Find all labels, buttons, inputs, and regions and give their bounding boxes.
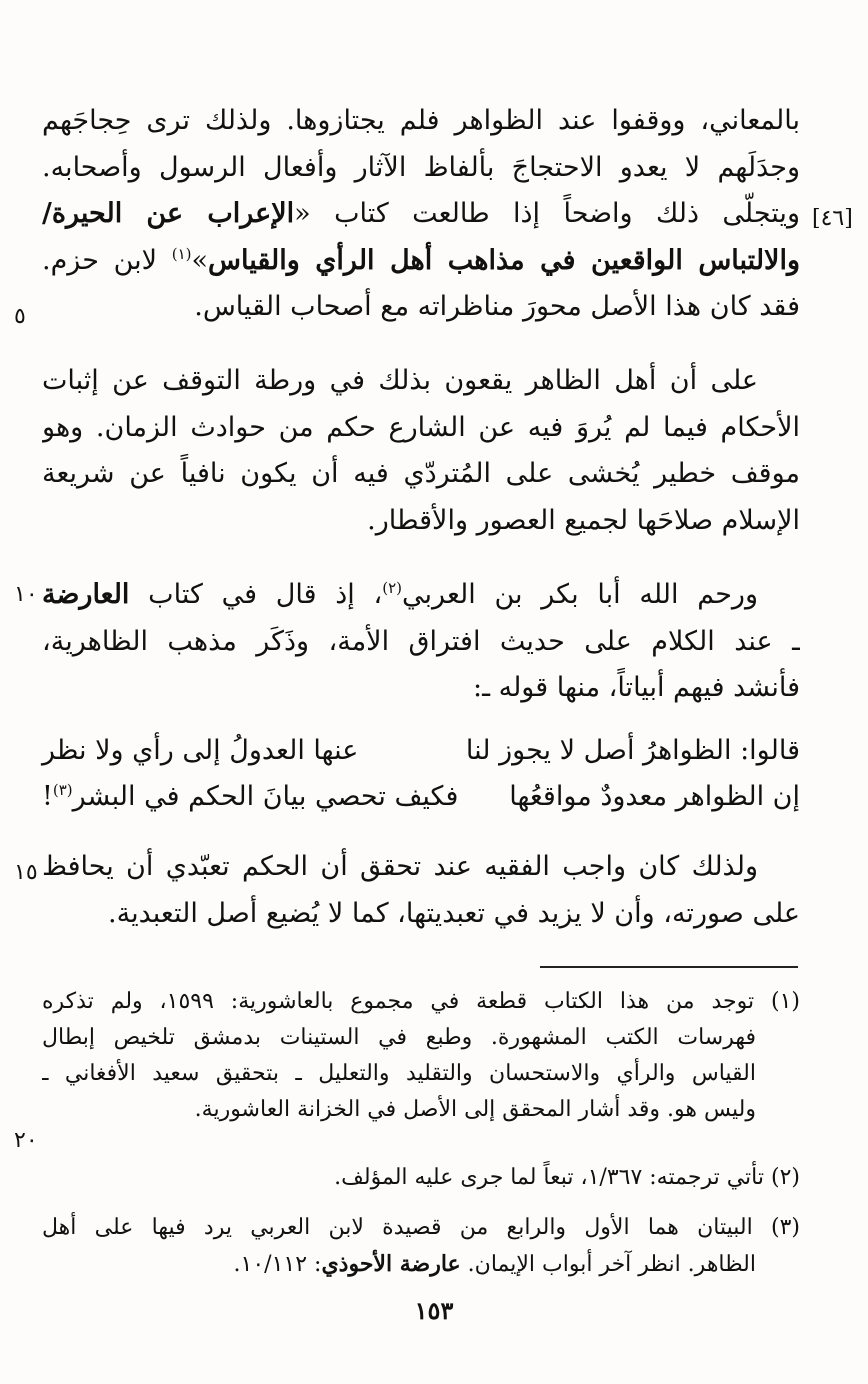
text-line: [42, 572, 800, 619]
text-line: ولذلك كان واجب الفقيه عند تحقق أن الحكم تعبّدي أن يحافظ: [42, 851, 758, 882]
footnote-number: (٢): [770, 1165, 800, 1190]
text-line: موقف خطير يُخشى على المُتردّي فيه أن يكون نافياً عن شريعة: [42, 458, 800, 489]
footnote-3: [42, 1210, 800, 1283]
book-title-bold: العارضة: [42, 579, 130, 610]
paragraph-4: [42, 844, 800, 937]
text-run: ورحم الله أبا بكر بن العربي: [402, 579, 758, 610]
line-number: ١٥: [14, 860, 38, 885]
poem-verse-2: [42, 774, 800, 820]
line-number: ٥: [14, 304, 26, 329]
text-line: فقد كان هذا الأصل محورَ مناظراته مع أصحاب القياس.: [194, 291, 800, 322]
footnote-divider: [540, 966, 798, 968]
text-line: [42, 984, 800, 1020]
footnote-ref: (١): [171, 244, 192, 263]
book-title-bold: والالتباس الواقعين في مذاهب أهل الرأي والقياس: [208, 244, 800, 276]
paragraph-2: [42, 358, 800, 544]
text-line: [42, 1210, 800, 1246]
book-title-bold: عارضة الأحوذي: [321, 1251, 461, 1277]
footnote-number: (١): [770, 989, 800, 1014]
text-line: وجدَلَهم لا يعدو الاحتجاجَ بألفاظ الآثار وأفعال الرسول وأصحابه.: [42, 151, 800, 183]
footnote-1: [42, 984, 800, 1128]
text-line: وليس هو. وقد أشار المحقق إلى الأصل في الخزانة العاشورية.: [194, 1097, 756, 1122]
text-run: الظاهر. انظر آخر أبواب الإيمان.: [460, 1252, 756, 1277]
text-line: [42, 1160, 800, 1196]
hemistich: قالوا: الظواهرُ أصل لا يجوز لنا: [465, 735, 800, 766]
text-line: [42, 191, 800, 238]
footnote-2: [42, 1160, 800, 1196]
text-run: لابن حزم.: [42, 244, 172, 276]
text-line: القياس والرأي والاستحسان والتقليد والتعليل ـ بتحقيق سعيد الأفغاني ـ: [42, 1061, 756, 1086]
paragraph-1: [42, 98, 800, 331]
text-run: : ١٠/١١٢.: [233, 1252, 322, 1277]
page-number: ١٥٣: [414, 1296, 454, 1325]
text-run: ، إذ قال في كتاب: [129, 579, 383, 610]
poem: [42, 728, 800, 820]
paragraph-3: [42, 572, 800, 712]
hemistich: إن الظواهر معدودٌ مواقعُها: [509, 781, 800, 812]
quote-close: »: [191, 244, 209, 276]
line-number: ٢٠: [14, 1128, 38, 1153]
footnote-number: (٣): [770, 1215, 800, 1240]
text-run: توجد من هذا الكتاب قطعة في مجموع بالعاشورية: ١٥٩٩، ولم تذكره: [42, 989, 755, 1014]
text-line: [42, 1246, 800, 1283]
text-line: فهرسات الكتب المشهورة. وطبع في الستينات بدمشق تلخيص إبطال: [42, 1025, 756, 1050]
hemistich: [42, 774, 458, 820]
text-line: بالمعاني، ووقفوا عند الظواهر فلم يجتازوها. ولذلك ترى حِجاجَهم: [42, 105, 800, 136]
text-line: فأنشد فيهم أبياتاً، منها قوله ـ:: [473, 672, 800, 703]
text-run: !: [42, 781, 53, 812]
text-run: البيتان هما الأول والرابع من قصيدة لابن العربي يرد فيها على أهل: [42, 1215, 753, 1240]
book-title-bold: الإعراب عن الحيرة/: [42, 198, 295, 229]
poem-verse-1: [42, 728, 800, 774]
text-line: الأحكام فيما لم يُروَ فيه عن الشارع حكم من حوادث الزمان. وهو: [42, 411, 800, 443]
text-run: فكيف تحصي بيانَ الحكم في البشر: [72, 781, 459, 812]
hemistich: عنها العدولُ إلى رأي ولا نظر: [42, 735, 359, 766]
margin-reference: [٤٦]: [812, 206, 853, 231]
text-line: على أن أهل الظاهر يقعون بذلك في ورطة التوقف عن إثبات: [42, 365, 758, 396]
text-run: تأتي ترجمته: ١/٣٦٧، تبعاً لما جرى عليه المؤلف.: [334, 1165, 764, 1190]
text-line: ـ عند الكلام على حديث افتراق الأمة، وذَكَر مذهب الظاهرية،: [42, 625, 800, 657]
text-line: [42, 238, 800, 285]
footnote-ref: (٣): [52, 781, 73, 799]
footnote-ref: (٢): [382, 579, 403, 597]
text-run: ويتجلّى ذلك واضحاً إذا طالعت كتاب «: [294, 198, 800, 229]
text-line: على صورته، وأن لا يزيد في تعبديتها، كما لا يُضيع أصل التعبدية.: [108, 897, 800, 929]
text-line: الإسلام صلاحَها لجميع العصور والأقطار.: [367, 504, 800, 536]
line-number: ١٠: [14, 582, 38, 607]
